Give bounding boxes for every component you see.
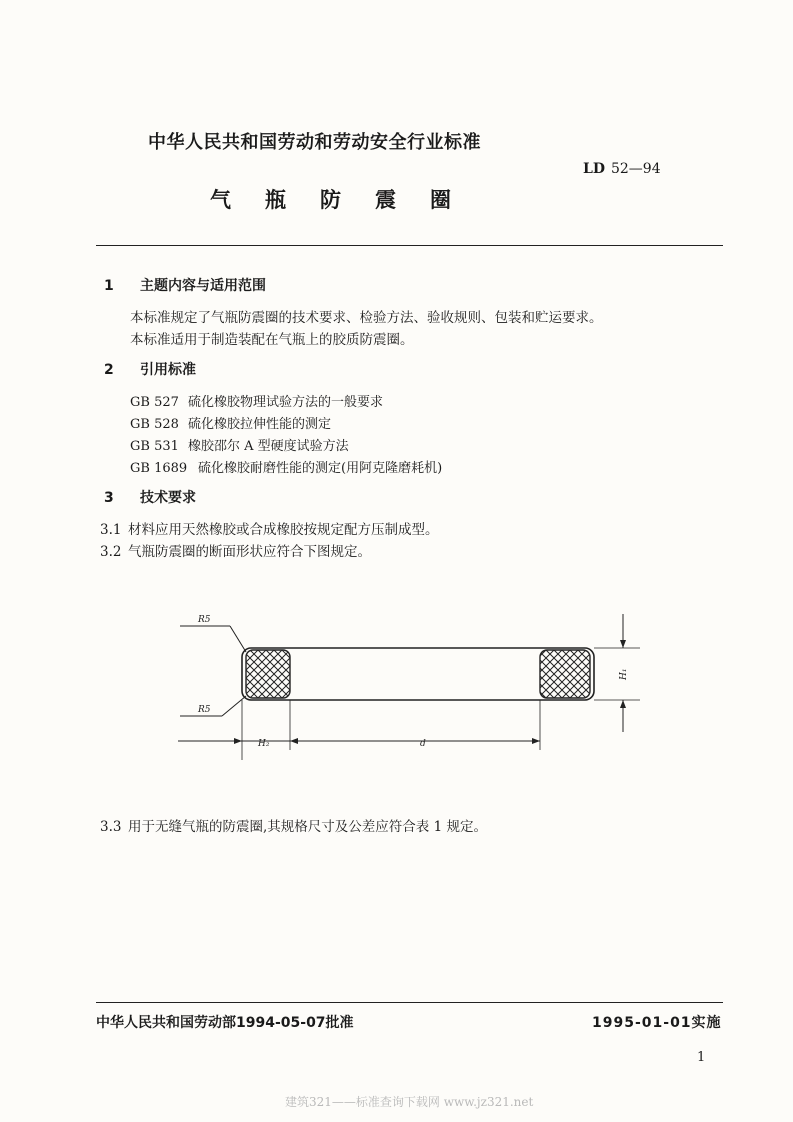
section-number: 1	[104, 278, 114, 294]
header-rule	[96, 245, 723, 246]
reference-code: GB 1689	[130, 461, 188, 476]
footer-rule	[96, 1002, 723, 1003]
reference-item	[130, 391, 383, 410]
section-1-para-1: 本标准规定了气瓶防震圈的技术要求、检验方法、验收规则、包装和贮运要求。	[130, 310, 603, 326]
reference-text: 硫化橡胶耐磨性能的测定(用阿克隆磨耗机)	[198, 461, 443, 476]
reference-code: GB 531	[130, 439, 179, 454]
r5-top-label: R5	[198, 615, 211, 625]
right-section-hatch	[540, 650, 590, 698]
section-number: 2	[104, 362, 114, 378]
left-section-hatch	[246, 650, 290, 698]
implementation-date: 1995-01-01实施	[592, 1015, 722, 1031]
section-1-para-2: 本标准适用于制造装配在气瓶上的胶质防震圈。	[130, 332, 414, 348]
reference-text: 硫化橡胶拉伸性能的测定	[188, 417, 332, 432]
clause-3-1	[100, 518, 439, 538]
cross-section-diagram	[170, 610, 650, 770]
reference-item	[130, 457, 442, 476]
reference-text: 硫化橡胶物理试验方法的一般要求	[188, 395, 384, 410]
clause-text: 用于无缝气瓶的防震圈,其规格尺寸及公差应符合表 1 规定。	[128, 819, 487, 835]
section-number: 3	[104, 490, 114, 506]
section-title: 技术要求	[140, 490, 196, 506]
issuing-organization: 中华人民共和国劳动和劳动安全行业标准	[148, 132, 481, 153]
section-1-heading	[104, 275, 266, 295]
document-title: 气瓶防震圈	[210, 188, 485, 212]
clause-number: 3.3	[100, 819, 122, 835]
clause-text: 气瓶防震圈的断面形状应符合下图规定。	[128, 544, 371, 560]
page-number: 1	[697, 1050, 706, 1065]
section-2-heading	[104, 359, 196, 379]
reference-text: 橡胶邵尔 A 型硬度试验方法	[188, 439, 349, 454]
standard-code	[583, 161, 661, 177]
watermark: 建筑321——标准查询下载网 www.jz321.net	[285, 1095, 534, 1109]
clause-3-3	[100, 815, 487, 835]
clause-text: 材料应用天然橡胶或合成橡胶按规定配方压制成型。	[128, 522, 439, 538]
clause-number: 3.1	[100, 522, 122, 538]
reference-item	[130, 413, 331, 432]
section-3-heading	[104, 487, 196, 507]
section-title: 引用标准	[140, 362, 196, 378]
reference-code: GB 528	[130, 417, 179, 432]
clause-number: 3.2	[100, 544, 122, 560]
standard-number: 52—94	[610, 161, 661, 177]
standard-prefix: LD	[583, 161, 605, 177]
reference-item	[130, 435, 349, 454]
r5-bottom-label: R5	[198, 705, 211, 715]
h2-label: H₂	[258, 739, 270, 749]
clause-3-2	[100, 540, 371, 560]
d-label: d	[420, 739, 426, 749]
h1-label: H₁	[619, 668, 629, 680]
section-title: 主题内容与适用范围	[140, 278, 266, 294]
reference-code: GB 527	[130, 395, 179, 410]
approval-line: 中华人民共和国劳动部1994-05-07批准	[96, 1015, 354, 1031]
